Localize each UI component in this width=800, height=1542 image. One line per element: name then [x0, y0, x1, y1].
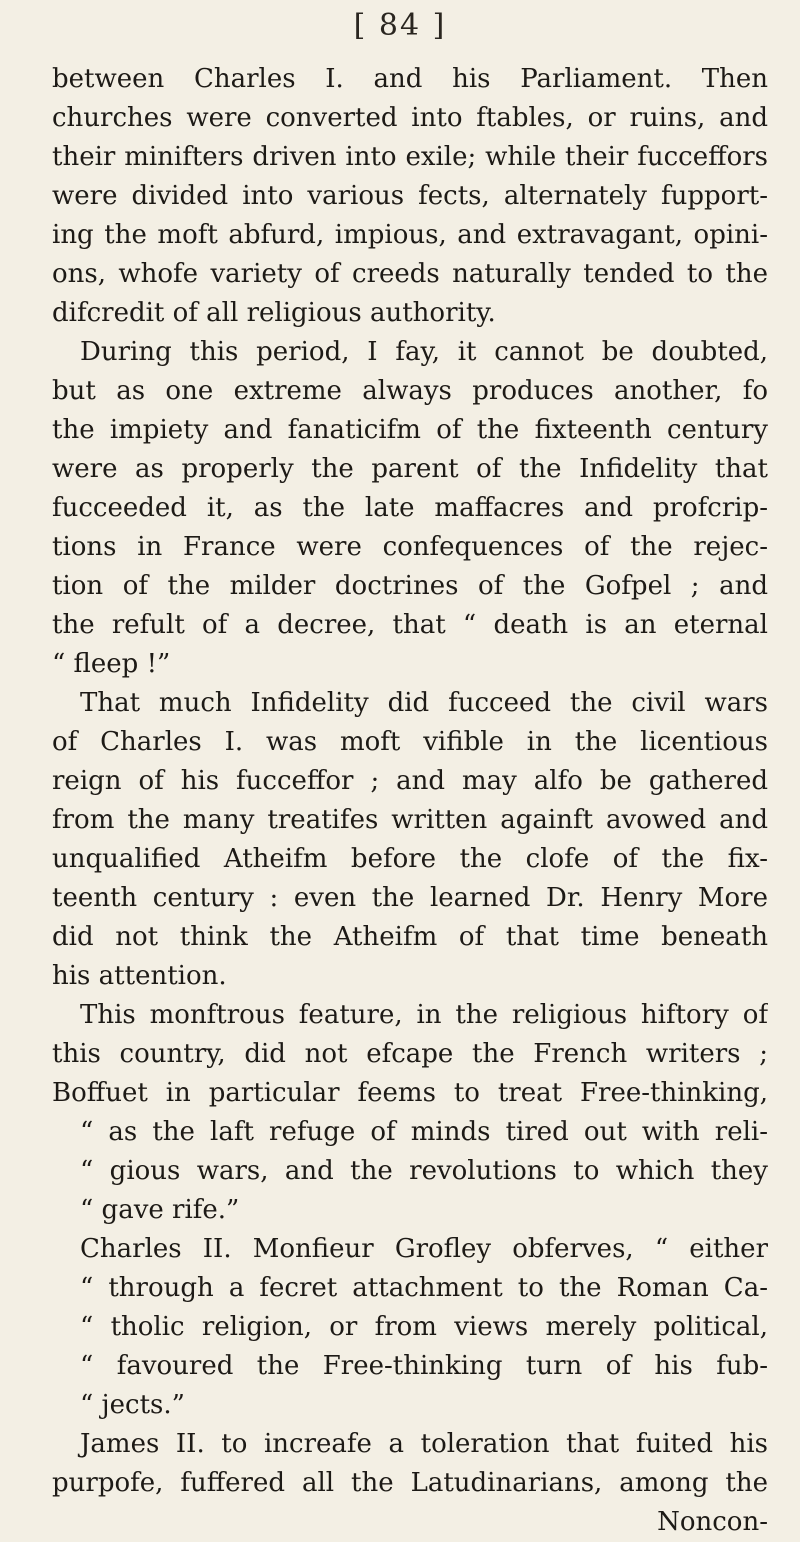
text-line: between Charles I. and his Parliament. Then: [52, 64, 768, 94]
text-line: teenth century : even the learned Dr. Henry More: [52, 883, 768, 913]
text-line: “ gious wars, and the revolutions to which they: [80, 1156, 768, 1186]
text-line: “ tholic religion, or from views merely political,: [80, 1312, 768, 1342]
text-line: purpofe, fuffered all the Latudinarians, among the: [52, 1468, 768, 1498]
text-line: During this period, I fay, it cannot be doubted,: [80, 337, 768, 367]
text-line: That much Infidelity did fucceed the civil wars: [80, 688, 768, 718]
text-line: the impiety and fanaticifm of the fixteenth century: [52, 415, 768, 445]
text-line: this country, did not efcape the French writers ;: [52, 1039, 768, 1069]
text-line: the refult of a decree, that “ death is an eternal: [52, 610, 768, 640]
text-line: James II. to increafe a toleration that fuited his: [80, 1429, 768, 1459]
text-line: ing the moft abfurd, impious, and extravagant, opini-: [52, 220, 768, 250]
text-line: from the many treatifes written againft avowed and: [52, 805, 768, 835]
text-line: did not think the Atheifm of that time beneath: [52, 922, 768, 952]
text-line: unqualified Atheifm before the clofe of the fix-: [52, 844, 768, 874]
text-line: tion of the milder doctrines of the Gofpel ; and: [52, 571, 768, 601]
page-number: [ 84 ]: [353, 8, 447, 43]
text-line: ons, whofe variety of creeds naturally tended to the: [52, 259, 768, 289]
text-line: but as one extreme always produces another, fo: [52, 376, 768, 406]
text-line: fucceeded it, as the late maffacres and profcrip-: [52, 493, 768, 523]
text-line: were divided into various fects, alternately fupport-: [52, 181, 768, 211]
text-line: his attention.: [52, 961, 227, 991]
body-text: [52, 60, 768, 1542]
text-line: difcredit of all religious authority.: [52, 298, 496, 328]
text-line: Boffuet in particular feems to treat Free-thinking,: [52, 1078, 768, 1108]
text-line: were as properly the parent of the Infidelity that: [52, 454, 768, 484]
text-line: “ favoured the Free-thinking turn of his fub-: [80, 1351, 768, 1381]
text-line: churches were converted into ftables, or ruins, and: [52, 103, 768, 133]
text-line: “ gave rife.”: [80, 1195, 240, 1225]
text-line: tions in France were confequences of the rejec-: [52, 532, 768, 562]
text-line: their minifters driven into exile; while their fucceffors: [52, 142, 768, 172]
text-line: “ jects.”: [80, 1390, 185, 1420]
text-line: This monftrous feature, in the religious hiftory of: [80, 1000, 768, 1030]
text-line: “ as the laft refuge of minds tired out with reli-: [80, 1117, 768, 1147]
catchword: Noncon-: [657, 1507, 768, 1537]
text-line: of Charles I. was moft vifible in the licentious: [52, 727, 768, 757]
text-line: “ fleep !”: [52, 649, 171, 679]
text-line: reign of his fucceffor ; and may alfo be gathered: [52, 766, 768, 796]
text-line: “ through a fecret attachment to the Roman Ca-: [80, 1273, 768, 1303]
text-line: Charles II. Monfieur Grofley obferves, “ either: [80, 1234, 768, 1264]
